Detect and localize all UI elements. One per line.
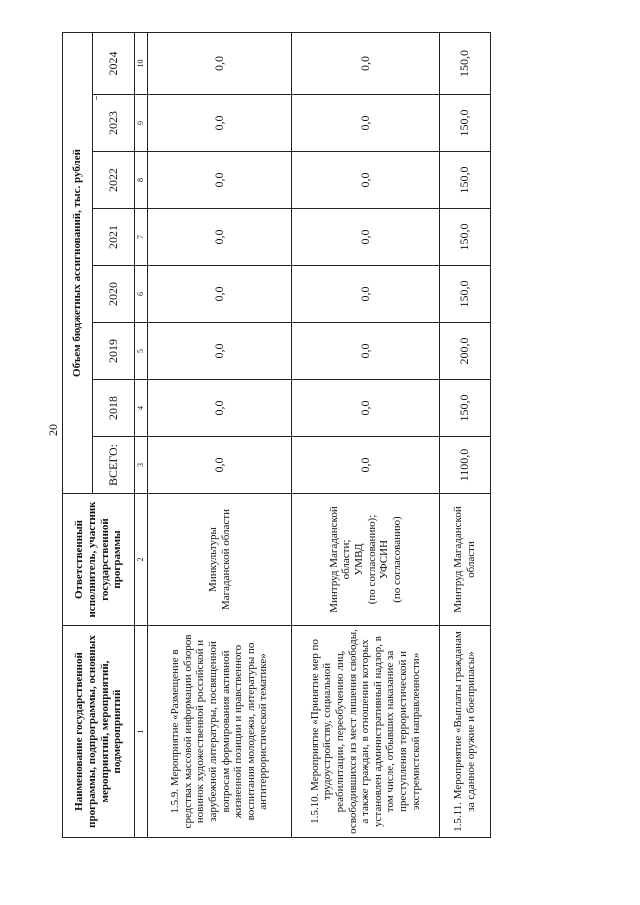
value-2022: 0,0 (148, 152, 292, 209)
executor-line: Минтруд Магаданской области; (327, 506, 353, 613)
value-2024: 0,0 (292, 32, 440, 94)
value-total: 1100,0 (440, 437, 491, 494)
executor-line: (по согласованию) (390, 516, 403, 603)
value-2019: 0,0 (148, 323, 292, 380)
header-executor: Ответственный исполнитель, участник государственной программы (63, 494, 135, 626)
column-number: 10 (135, 32, 148, 94)
table-row (440, 32, 491, 837)
row-executor (440, 494, 491, 626)
value-2021: 0,0 (292, 209, 440, 266)
value-2024: 150,0 (440, 32, 491, 94)
header-year: 2021 (93, 209, 135, 266)
value-2021: 150,0 (440, 209, 491, 266)
page-number: 20 (46, 424, 60, 436)
column-number: 1 (135, 626, 148, 838)
value-2020: 150,0 (440, 266, 491, 323)
value-2019: 0,0 (292, 323, 440, 380)
value-2022: 0,0 (292, 152, 440, 209)
table-row (148, 32, 292, 837)
value-2020: 0,0 (148, 266, 292, 323)
row-name: 1.5.11. Мероприятие «Выплаты гражданам за сданное оружие и боеприпасы» (440, 626, 491, 838)
value-2020: 0,0 (292, 266, 440, 323)
value-2024: 0,0 (148, 32, 292, 94)
column-number: 2 (135, 494, 148, 626)
column-number: 6 (135, 266, 148, 323)
value-2022: 150,0 (440, 152, 491, 209)
header-year: 2020 (93, 266, 135, 323)
value-2018: 150,0 (440, 380, 491, 437)
executor-line: УФСИН (378, 540, 391, 579)
executor-line: Минкультуры Магаданской области (206, 509, 232, 610)
row-name: 1.5.10. Мероприятие «Принятие мер по трудоустройству, социальной реабилитации, переобучению лиц, освободившихся из мест лишения свободы, а также граждан, в отношении которых установлен административный надзор, в том числе, отбывших наказание за преступления террористической и экстремистской направленности» (292, 626, 440, 838)
header-year: 2022 (93, 152, 135, 209)
header-name: Наименование государственной программы, подпрограммы, основных мероприятий, мероприятий, подмероприятий (63, 626, 135, 838)
header-total: ВСЕГО: (93, 437, 135, 494)
value-2023: 0,0 (292, 95, 440, 152)
value-2018: 0,0 (148, 380, 292, 437)
row-name: 1.5.9. Мероприятие «Размещение в средствах массовой информации обзоров новинок художественной российской и зарубежной литературы, посвященной вопросам формирования активной жизненной позиции и нравственного воспитания молодежи, литературы по антитеррористической тематике» (148, 626, 292, 838)
header-budget: Объем бюджетных ассигнований, тыс. рублей (63, 32, 93, 493)
value-2018: 0,0 (292, 380, 440, 437)
row-executor (148, 494, 292, 626)
column-number: 4 (135, 380, 148, 437)
row-executor (292, 494, 440, 626)
column-number-row (135, 32, 148, 837)
executor-line: (по согласованию); (365, 514, 378, 605)
value-total: 0,0 (148, 437, 292, 494)
executor-line: Минтруд Магаданской области (452, 506, 477, 613)
column-number: 3 (135, 437, 148, 494)
column-number: 7 (135, 209, 148, 266)
header-year: 2018 (93, 380, 135, 437)
column-number: 9 (135, 95, 148, 152)
value-2023: 150,0 (440, 95, 491, 152)
value-total: 0,0 (292, 437, 440, 494)
header-year: 2019 (93, 323, 135, 380)
header-year: 2023 (93, 95, 135, 152)
value-2021: 0,0 (148, 209, 292, 266)
rotated-table-container (62, 33, 488, 838)
budget-table (62, 32, 491, 838)
column-number: 5 (135, 323, 148, 380)
value-2023: 0,0 (148, 95, 292, 152)
executor-line: УМВД (352, 543, 365, 576)
header-year: 2024 (93, 32, 135, 94)
value-2019: 200,0 (440, 323, 491, 380)
column-number: 8 (135, 152, 148, 209)
table-row (292, 32, 440, 837)
